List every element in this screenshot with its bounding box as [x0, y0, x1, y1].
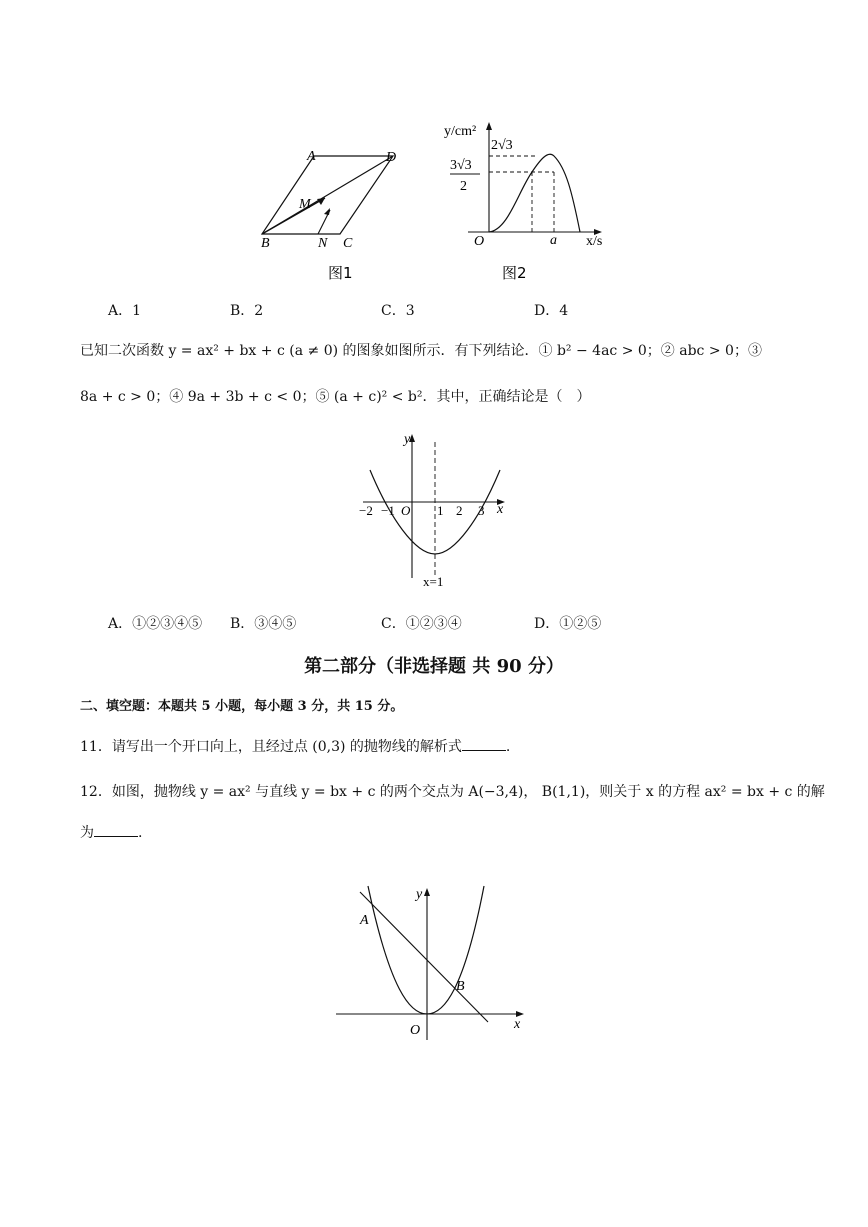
y-axis-arrow: [486, 122, 492, 130]
q12-line-1: 12．如图，抛物线 y = ax² 与直线 y = bx + c 的两个交点为 A(−3,4)， B(1,1)，则关于 x 的方程 ax² = bx + c 的解: [80, 784, 825, 800]
arrow-bm: [262, 198, 325, 234]
q10-line-2: 8a + c > 0；④ 9a + 3b + c < 0；⑤ (a + c)² < b²．其中，正确结论是（ ）: [80, 389, 591, 405]
q10-option-a: A．①②③④⑤: [108, 616, 203, 632]
q10-origin: O: [401, 503, 411, 518]
q10-axis-note: x=1: [423, 574, 444, 589]
q10-line-1: 已知二次函数 y = ax² + bx + c (a ≠ 0) 的图象如图所示．有下列结论．① b² − 4ac > 0；② abc > 0；③: [80, 343, 762, 359]
fig2-y-top: 2√3: [491, 138, 513, 153]
q12-line-2-wrap: [80, 822, 142, 842]
label-M: M: [299, 197, 311, 212]
q9-option-a: A．1: [108, 303, 142, 319]
figure-2-graph: [440, 112, 620, 290]
q10-option-c: C．①②③④: [381, 616, 462, 632]
q11-text-line: [80, 736, 510, 756]
label-C: C: [343, 236, 353, 251]
q10-tick-2: 2: [456, 503, 463, 518]
q12-line: [360, 892, 488, 1022]
q12-y-label: y: [416, 887, 423, 902]
fig2-origin: O: [474, 234, 485, 249]
q11-tail: .: [505, 739, 511, 755]
q10-tick-neg2: −2: [359, 503, 373, 518]
q12-parabola: [368, 886, 484, 1014]
q12-label-B: B: [456, 979, 465, 994]
q10-parabola-graph: [355, 428, 515, 593]
figure-2-caption: 图2: [502, 264, 527, 282]
fig2-y-label: y/cm²: [444, 124, 477, 139]
fig2-y-mid-den: 2: [460, 179, 467, 194]
figure-1-caption: 图1: [328, 264, 353, 282]
q11-text: 11．请写出一个开口向上，且经过点 (0,3) 的抛物线的解析式: [80, 739, 462, 755]
q12-answer-blank[interactable]: [94, 824, 138, 837]
fig2-x-label: x/s: [586, 234, 603, 249]
area-curve: [489, 154, 580, 232]
q12-origin: O: [410, 1023, 421, 1038]
q12-line-2: 为: [80, 825, 94, 841]
label-D: D: [386, 150, 397, 165]
q9-option-c: C．3: [381, 303, 415, 319]
q10-option-b: B．③④⑤: [230, 616, 297, 632]
label-B: B: [261, 236, 270, 251]
figure-1-parallelogram: [255, 140, 405, 290]
fig2-y-mid-num: 3√3: [450, 158, 472, 173]
q10-y-label: y: [404, 432, 411, 447]
q12-tail: .: [138, 825, 143, 841]
q12-label-A: A: [360, 913, 369, 928]
fill-in-header: 二、填空题：本题共 5 小题，每小题 3 分，共 15 分。: [80, 699, 404, 714]
q11-answer-blank[interactable]: [462, 738, 506, 751]
q10-option-d: D．①②⑤: [534, 616, 602, 632]
q12-y-axis-arrow: [424, 888, 430, 896]
q10-x-label: x: [497, 502, 504, 517]
fig2-x-mark: a: [550, 233, 557, 248]
q9-option-b: B．2: [230, 303, 264, 319]
q9-option-d: D．4: [534, 303, 569, 319]
label-A: A: [307, 149, 316, 164]
arrowhead-nm: [324, 208, 330, 215]
q12-x-label: x: [514, 1017, 521, 1032]
q10-tick-3: 3: [478, 503, 485, 518]
q10-tick-neg1: −1: [381, 503, 395, 518]
label-N: N: [318, 236, 328, 251]
q12-graph: [330, 880, 530, 1050]
section-2-title: 第二部分（非选择题 共 90 分）: [304, 656, 564, 677]
q10-tick-1: 1: [437, 503, 444, 518]
